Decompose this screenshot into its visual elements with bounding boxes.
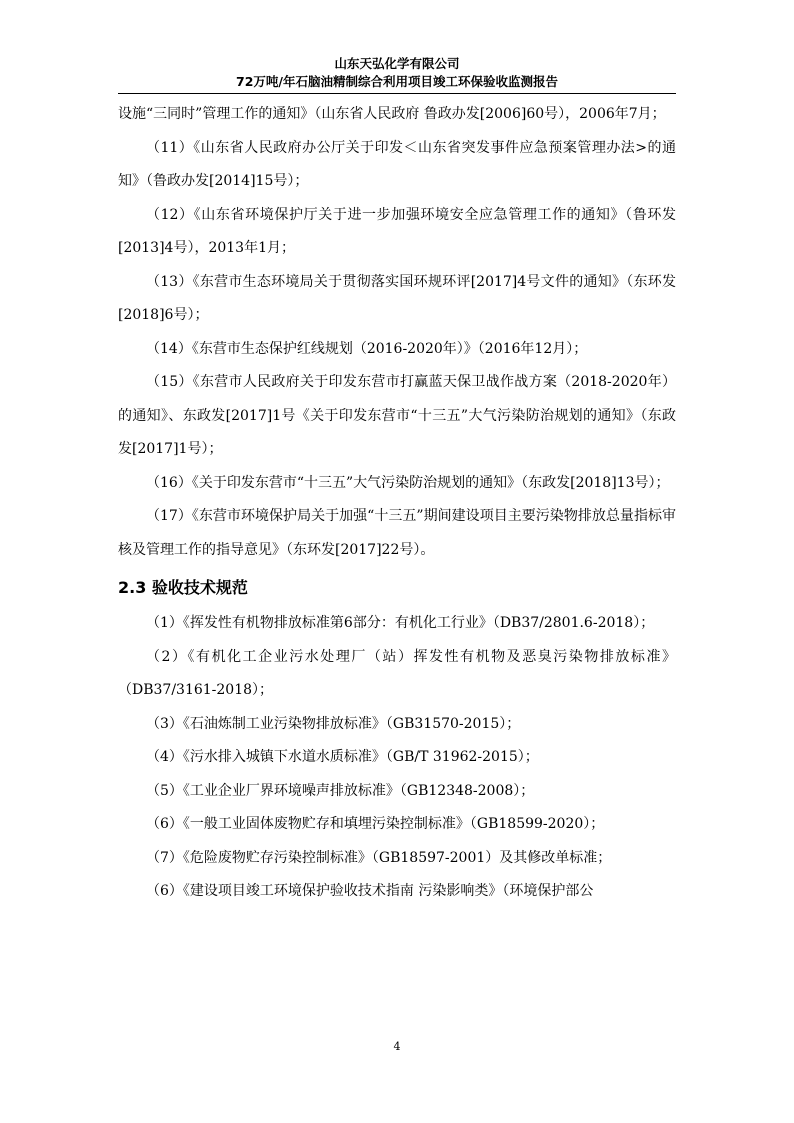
company-name: 山东天弘化学有限公司: [334, 56, 460, 71]
document-body: [118, 98, 676, 909]
standard-item-5: （5）《工业企业厂界环境噪声排放标准》（GB12348-2008）；: [146, 782, 535, 799]
standard-item-3: （3）《石油炼制工业污染物排放标准》（GB31570-2015）；: [146, 715, 521, 732]
standard-item-2: （2）《有机化工企业污水处理厂（站）挥发性有机物及恶臭污染物排放标准》（DB37/3161-2018）；: [118, 648, 676, 698]
regulation-item-11: （11）《山东省人民政府办公厅关于印发＜山东省突发事件应急预案管理办法>的通知》（鲁政办发[2014]15号）；: [118, 139, 676, 189]
regulation-item-14: （14）《东营市生态保护红线规划（2016-2020年）》（2016年12月）；: [146, 340, 588, 357]
standard-item-1: （1）《挥发性有机物排放标准第6部分：有机化工行业》（DB37/2801.6-2018）；: [146, 615, 655, 631]
standard-item-4: （4）《污水排入城镇下水道水质标准》（GB/T 31962-2015）；: [146, 749, 539, 765]
regulation-item-12: （12）《山东省环境保护厅关于进一步加强环境安全应急管理工作的通知》（鲁环发[2013]4号），2013年1月；: [118, 206, 676, 256]
page-header: [118, 55, 676, 94]
page-number: 4: [393, 1040, 401, 1053]
regulation-item-17: （17）《东营市环境保护局关于加强“十三五”期间建设项目主要污染物排放总量指标审核及管理工作的指导意见》（东环发[2017]22号）。: [118, 508, 676, 558]
standard-item-6: （6）《一般工业固体废物贮存和填埋污染控制标准》（GB18599-2020）；: [146, 816, 605, 832]
regulation-item-15: （15）《东营市人民政府关于印发东营市打赢蓝天保卫战作战方案（2018-2020年）的通知》、东政发[2017]1号《关于印发东营市“十三五”大气污染防治规划的通知》（东政发[2017]1号）；: [118, 374, 676, 457]
standard-item-8: （6）《建设项目竣工环境保护验收技术指南 污染影响类》（环境保护部公: [146, 883, 594, 899]
paragraph-continuation: 设施“三同时”管理工作的通知》（山东省人民政府 鲁政办发[2006]60号），2006年7月；: [118, 106, 666, 122]
standard-item-7: （7）《危险废物贮存污染控制标准》（GB18597-2001）及其修改单标准；: [146, 849, 612, 866]
regulation-item-13: （13）《东营市生态环境局关于贯彻落实国环规环评[2017]4号文件的通知》（东环发[2018]6号）；: [118, 273, 676, 323]
report-title: 72万吨/年石脑油精制综合利用项目竣工环保验收监测报告: [236, 74, 558, 89]
regulation-item-16: （16）《关于印发东营市“十三五”大气污染防治规划的通知》（东政发[2018]13号）；: [146, 474, 670, 491]
section-heading: 2.3 验收技术规范: [118, 578, 248, 597]
